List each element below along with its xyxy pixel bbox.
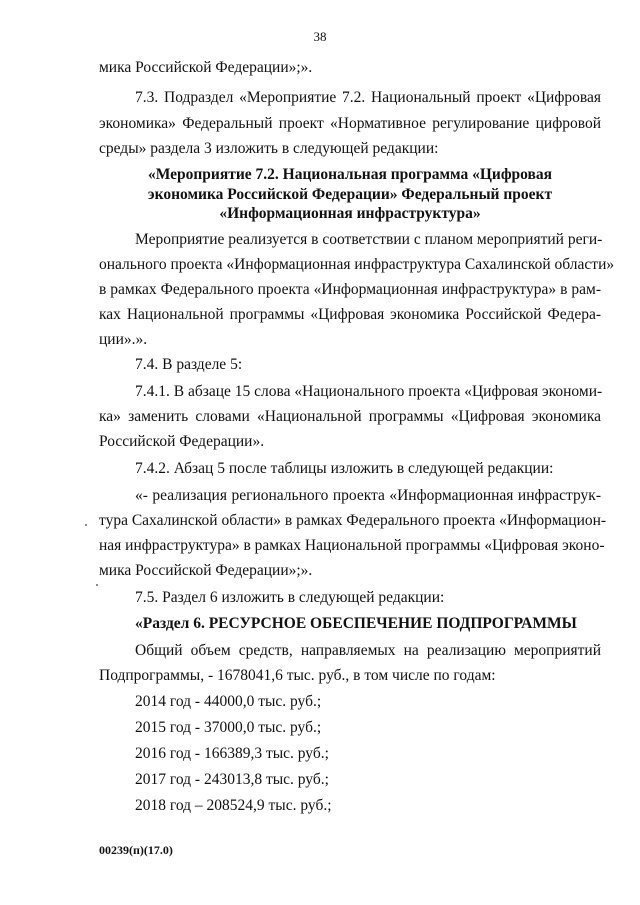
year-line: 2014 год - 44000,0 тыс. руб.; — [135, 693, 322, 710]
text-line: ках Национальной программы «Цифровая экономика Российской Федера- — [99, 306, 601, 323]
text-line: экономика» Федеральный проект «Нормативное регулирование цифровой — [99, 115, 601, 132]
year-line: 2018 год – 208524,9 тыс. руб.; — [135, 797, 332, 814]
text-line: в рамках Федерального проекта «Информационная инфраструктура» в рам- — [99, 281, 601, 298]
text-line: онального проекта «Информационная инфраструктура Сахалинской области» — [99, 256, 615, 273]
scan-speck — [96, 584, 98, 586]
text-line: мика Российской Федерации»;». — [99, 562, 313, 579]
text-line: тура Сахалинской области» в рамках Федерального проекта «Информацион- — [99, 512, 607, 529]
year-line: 2017 год - 243013,8 тыс. руб.; — [135, 771, 329, 788]
text-line: 7.5. Раздел 6 изложить в следующей редакции: — [135, 589, 445, 606]
text-line: ции».». — [99, 331, 148, 348]
text-line: 7.4. В разделе 5: — [135, 356, 243, 373]
section-heading-line: «Мероприятие 7.2. Национальная программа «Цифровая — [147, 166, 553, 183]
text-line: мика Российской Федерации»;». — [99, 59, 313, 76]
text-line: «- реализация регионального проекта «Информационная инфраструк- — [135, 487, 601, 504]
text-line: Общий объем средств, направляемых на реализацию мероприятий — [135, 642, 601, 659]
text-line: ка» заменить словами «Национальной программы «Цифровая экономика — [99, 408, 601, 425]
text-line: 7.3. Подраздел «Мероприятие 7.2. Национальный проект «Цифровая — [135, 89, 601, 106]
text-line: 7.4.2. Абзац 5 после таблицы изложить в следующей редакции: — [135, 460, 554, 477]
document-code: 00239(п)(17.0) — [99, 843, 173, 857]
text-line: Российской Федерации». — [99, 433, 265, 450]
scan-speck — [85, 524, 87, 526]
section-heading-line: экономика Российской Федерации» Федеральный проект — [147, 186, 553, 203]
text-line: ная инфраструктура» в рамках Национальной программы «Цифровая эконо- — [99, 537, 605, 554]
page-number: 38 — [313, 29, 327, 44]
text-line: 7.4.1. В абзаце 15 слова «Национального проекта «Цифровая экономи- — [135, 383, 603, 400]
text-line: Подпрограммы, - 1678041,6 тыс. руб., в том числе по годам: — [99, 667, 496, 684]
year-line: 2016 год - 166389,3 тыс. руб.; — [135, 745, 329, 762]
text-line: среды» раздела 3 изложить в следующей редакции: — [99, 140, 439, 157]
section-heading-line: «Информационная инфраструктура» — [219, 205, 481, 222]
text-line: Мероприятие реализуется в соответствии с планом мероприятий реги- — [135, 231, 603, 248]
year-line: 2015 год - 37000,0 тыс. руб.; — [135, 719, 322, 736]
section-title: «Раздел 6. РЕСУРСНОЕ ОБЕСПЕЧЕНИЕ ПОДПРОГРАММЫ — [135, 615, 577, 632]
